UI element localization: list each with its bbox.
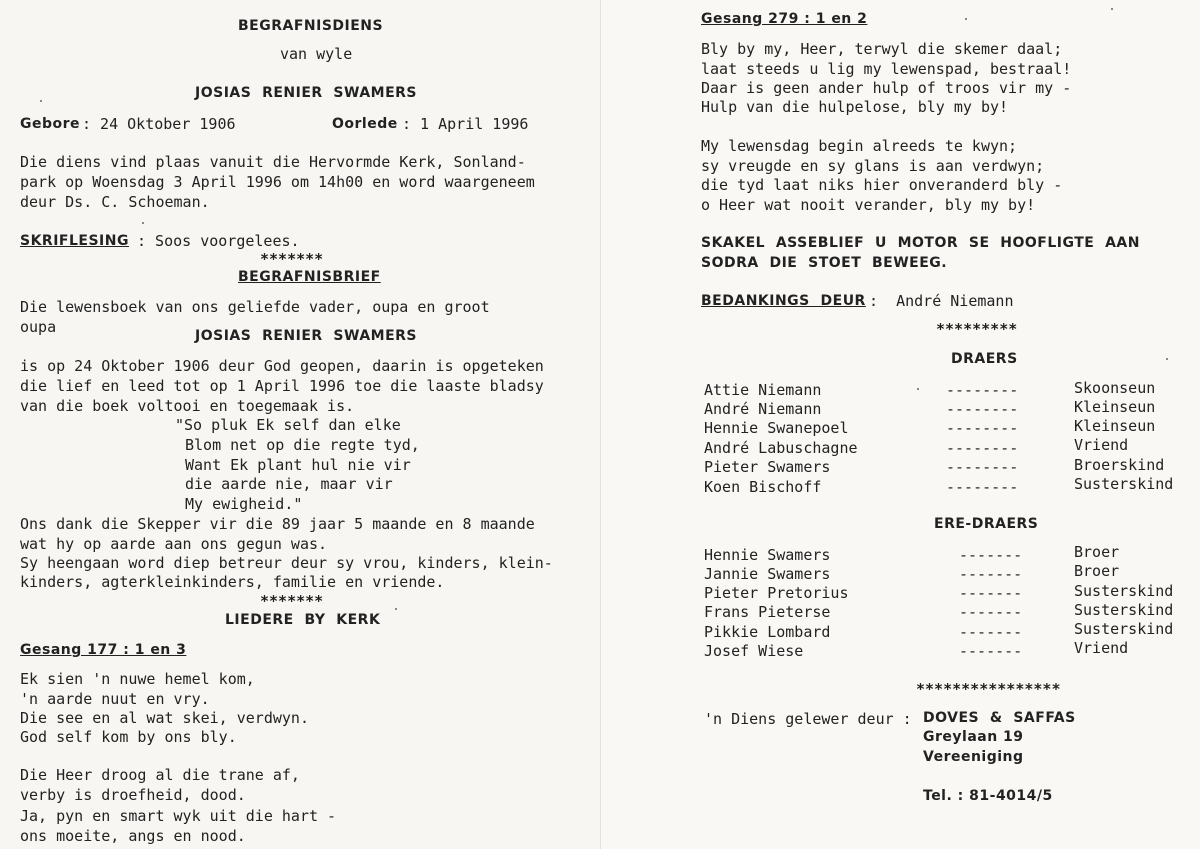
hymn2-title: Gesang 279 : 1 en 2 — [701, 11, 868, 27]
reading-value: : Soos voorgelees. — [137, 232, 300, 250]
hymn-line: God self kom by ons bly. — [20, 728, 237, 746]
hymn-line: My lewensdag begin alreeds te kwyn; — [701, 137, 1018, 155]
paper-speck — [142, 222, 144, 224]
paper-speck — [1166, 358, 1168, 360]
honor-bearers-title: ERE-DRAERS — [934, 516, 1039, 532]
honor-bearer-name: Hennie Swamers — [704, 546, 831, 564]
honor-bearer-relation: Broer — [1074, 562, 1120, 580]
bearer-dash: -------- — [946, 381, 1019, 399]
undertaker-phone: Tel. : 81-4014/5 — [923, 788, 1053, 804]
letter-line: van die boek voltooi en toegemaak is. — [20, 397, 355, 415]
separator: **************** — [916, 680, 1061, 698]
bearer-name: Hennie Swanepoel — [704, 419, 849, 437]
songs-title: LIEDERE BY KERK — [225, 612, 381, 628]
paper-speck — [917, 388, 919, 390]
hymn-line: o Heer wat nooit verander, bly my by! — [701, 196, 1036, 214]
thanks-value: : André Niemann — [869, 292, 1014, 310]
bearer-name: Koen Bischoff — [704, 478, 822, 496]
hymn1-title: Gesang 177 : 1 en 3 — [20, 642, 187, 658]
honor-bearer-dash: ------- — [959, 642, 1023, 660]
bearer-dash: -------- — [946, 400, 1019, 418]
hymn-line: laat steeds u lig my lewenspad, bestraal! — [701, 60, 1072, 78]
honor-bearer-dash: ------- — [959, 623, 1023, 641]
right-page — [600, 0, 1200, 849]
undertaker-name: DOVES & SAFFAS — [923, 710, 1076, 726]
document-title: BEGRAFNISDIENS — [238, 18, 384, 34]
honor-bearer-dash: ------- — [959, 584, 1023, 602]
bearer-name: André Niemann — [704, 400, 822, 418]
honor-bearer-relation: Susterskind — [1074, 601, 1174, 619]
poem-line: My ewigheid." — [185, 495, 303, 513]
honor-bearer-name: Frans Pieterse — [704, 603, 831, 621]
bearers-title: DRAERS — [951, 351, 1018, 367]
headlights-notice: SODRA DIE STOET BEWEEG. — [701, 255, 948, 271]
bearer-relation: Kleinseun — [1074, 398, 1156, 416]
paper-speck — [1111, 8, 1113, 10]
bearer-relation: Skoonseun — [1074, 379, 1156, 397]
died-value: : 1 April 1996 — [402, 115, 529, 133]
bearer-name: Pieter Swamers — [704, 458, 831, 476]
hymn-line: 'n aarde nuut en vry. — [20, 690, 210, 708]
letter-line: Die lewensboek van ons geliefde vader, oupa en groot — [20, 298, 490, 316]
letter-line: Sy heengaan word diep betreur deur sy vrou, kinders, klein- — [20, 554, 553, 572]
died-label: Oorlede — [332, 116, 398, 132]
bearer-dash: -------- — [946, 439, 1019, 457]
headlights-notice: SKAKEL ASSEBLIEF U MOTOR SE HOOFLIGTE AAN — [701, 235, 1140, 251]
service-line: Die diens vind plaas vanuit die Hervormde Kerk, Sonland- — [20, 153, 526, 171]
service-by-label: 'n Diens gelewer deur : — [704, 710, 912, 728]
hymn-line: Hulp van die hulpelose, bly my by! — [701, 98, 1009, 116]
letter-line: kinders, agterkleinkinders, familie en vriende. — [20, 573, 445, 591]
poem-line: die aarde nie, maar vir — [185, 475, 393, 493]
born-label: Gebore — [20, 116, 81, 132]
poem-line: Blom net op die regte tyd, — [185, 436, 420, 454]
bearer-dash: -------- — [946, 458, 1019, 476]
hymn-line: Bly by my, Heer, terwyl die skemer daal; — [701, 40, 1063, 58]
hymn-line: die tyd laat niks hier onveranderd bly - — [701, 176, 1063, 194]
service-line: park op Woensdag 3 April 1996 om 14h00 en word waargeneem — [20, 173, 535, 191]
service-line: deur Ds. C. Schoeman. — [20, 193, 210, 211]
bearer-dash: -------- — [946, 478, 1019, 496]
born-value: : 24 Oktober 1906 — [82, 115, 236, 133]
paper-speck — [965, 18, 967, 20]
undertaker-street: Greylaan 19 — [923, 729, 1024, 745]
hymn-line: Die Heer droog al die trane af, — [20, 766, 300, 784]
separator: ******* — [260, 592, 324, 610]
deceased-name: JOSIAS RENIER SWAMERS — [195, 85, 418, 101]
paper-speck — [395, 608, 397, 610]
reading-label: SKRIFLESING — [20, 233, 129, 249]
bearer-relation: Broerskind — [1074, 456, 1165, 474]
hymn-line: Daar is geen ander hulp of troos vir my - — [701, 79, 1072, 97]
separator: ******* — [260, 250, 324, 268]
hymn-line: Die see en al wat skei, verdwyn. — [20, 709, 309, 727]
poem-line: Want Ek plant hul nie vir — [185, 456, 411, 474]
bearer-relation: Kleinseun — [1074, 417, 1156, 435]
honor-bearer-name: Pieter Pretorius — [704, 584, 849, 602]
bearer-relation: Susterskind — [1074, 475, 1174, 493]
honor-bearer-name: Jannie Swamers — [704, 565, 831, 583]
honor-bearer-relation: Susterskind — [1074, 582, 1174, 600]
hymn-line: Ek sien 'n nuwe hemel kom, — [20, 670, 255, 688]
hymn-line: Ja, pyn en smart wyk uit die hart - — [20, 807, 337, 825]
honor-bearer-dash: ------- — [959, 565, 1023, 583]
letter-line: Ons dank die Skepper vir die 89 jaar 5 maande en 8 maande — [20, 515, 535, 533]
bearer-relation: Vriend — [1074, 436, 1129, 454]
letter-line: is op 24 Oktober 1906 deur God geopen, daarin is opgeteken — [20, 357, 544, 375]
bearer-name: Attie Niemann — [704, 381, 822, 399]
hymn-line: ons moeite, angs en nood. — [20, 827, 246, 845]
letter-line: wat hy op aarde aan ons gegun was. — [20, 535, 328, 553]
honor-bearer-dash: ------- — [959, 603, 1023, 621]
van-wyle: van wyle — [280, 45, 353, 63]
poem-line: "So pluk Ek self dan elke — [175, 416, 401, 434]
deceased-name-2: JOSIAS RENIER SWAMERS — [195, 328, 418, 344]
hymn-line: verby is droefheid, dood. — [20, 786, 246, 804]
thanks-label: BEDANKINGS DEUR — [701, 293, 866, 309]
honor-bearer-relation: Susterskind — [1074, 620, 1174, 638]
hymn-line: sy vreugde en sy glans is aan verdwyn; — [701, 157, 1045, 175]
separator: ********* — [936, 320, 1018, 338]
letter-line: die lief en leed tot op 1 April 1996 toe die laaste bladsy — [20, 377, 544, 395]
honor-bearer-relation: Broer — [1074, 543, 1120, 561]
letter-line: oupa — [20, 318, 57, 336]
bearer-dash: -------- — [946, 419, 1019, 437]
letter-title: BEGRAFNISBRIEF — [238, 269, 381, 285]
honor-bearer-relation: Vriend — [1074, 639, 1129, 657]
undertaker-town: Vereeniging — [923, 749, 1024, 765]
bearer-name: André Labuschagne — [704, 439, 858, 457]
honor-bearer-dash: ------- — [959, 546, 1023, 564]
honor-bearer-name: Josef Wiese — [704, 642, 804, 660]
paper-speck — [40, 100, 42, 102]
honor-bearer-name: Pikkie Lombard — [704, 623, 831, 641]
